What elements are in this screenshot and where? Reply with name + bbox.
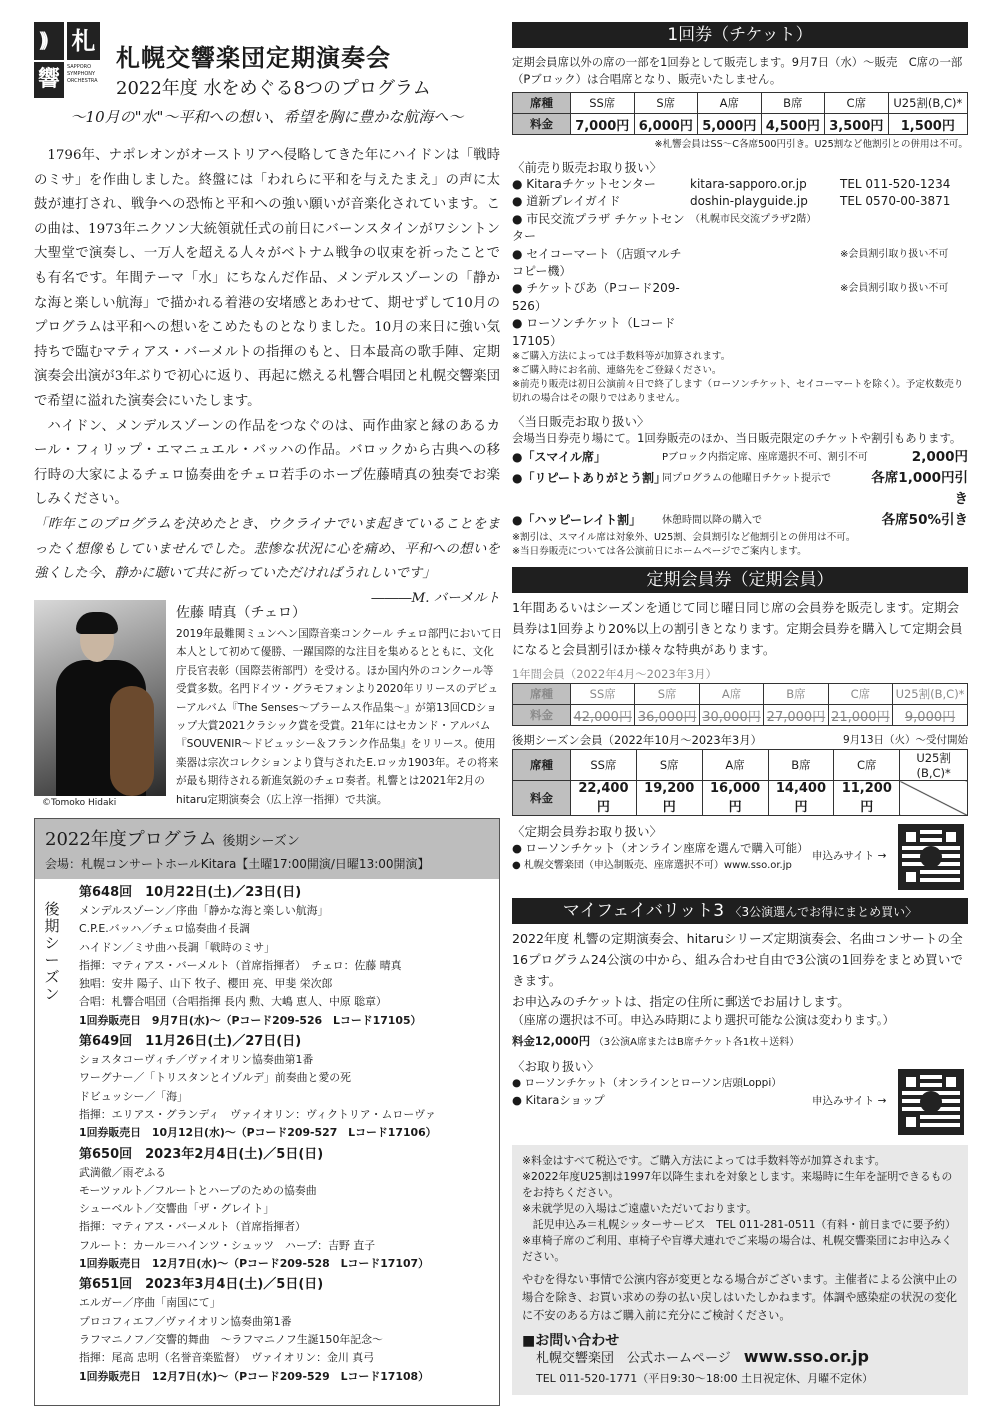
photo-credit: ©Tomoko Hidaki: [42, 798, 117, 808]
seat-type-cell: U25割(B,C)*: [900, 750, 968, 781]
outlet-name: ● ローソンチケット（Lコード17105）: [512, 316, 676, 348]
outlet-tel: ※会員割引取り扱い不可: [840, 248, 949, 260]
outlet-row: [512, 211, 968, 246]
outlet-name: ● セイコーマート（店頭マルチコピー機）: [512, 246, 682, 279]
concert-line: 武満徹／雨ぞふる: [79, 1165, 167, 1179]
outlet-tel: TEL 0570-00-3871: [840, 194, 951, 209]
outlet-tel: TEL 011-520-1234: [840, 177, 951, 191]
seat-type-label: 席種: [513, 93, 571, 114]
sameday-note: ※割引は、スマイル席は対象外、U25割、会員割引など他割引との併用は不可。: [512, 532, 856, 544]
seat-type-cell: B席: [761, 93, 825, 114]
contact-title: ■お問い合わせ: [522, 1333, 620, 1350]
favorite-bar: [512, 898, 968, 924]
member-qr-code[interactable]: [898, 824, 964, 890]
price-cell: 42,000円: [571, 705, 635, 726]
late-member-title: 後期シーズン会員（2022年10月〜2023年3月）: [512, 733, 763, 748]
outlet-url[interactable]: kitara-sapporo.or.jp: [690, 177, 807, 191]
concert-list: [79, 883, 489, 1388]
seat-type-cell: SS席: [571, 684, 635, 705]
sameday-name: ●「ハッピーレイト割」: [512, 513, 642, 528]
advance-outlets: [512, 176, 968, 350]
favorite-handle-kitara[interactable]: ● Kitaraショップ: [512, 1093, 605, 1108]
sameday-row: [512, 510, 968, 531]
seat-type-cell: S席: [634, 93, 698, 114]
concert-number: 第650回 2023年2月4日(土)／5日(日): [79, 1146, 324, 1162]
favorite-handle-lawson[interactable]: ● ローソンチケット（オンラインとローソン店頭Loppi）: [512, 1077, 782, 1090]
price-cell: 27,000円: [764, 705, 828, 726]
intro-paragraph-1: 1796年、ナポレオンがオーストリアへ侵略してきた年にハイドンは「戦時のミサ」を作曲しました。終盤には「われらに平和を与えたまえ」の声に太鼓が連打され、戦争への恐怖と平和への強い願いが音楽化されています。この曲は、1973年ニクソン大統領就任式の前日にバーンスタインがワシントン大聖堂で演奏し、一万人を超える人々がベトナム戦争の収束を祈ったことでも有名です。年間テーマ「水」にちなんだ作品、メンデルスゾーンの「静かな海と楽しい航海」で描かれる着港の安堵感とあわせて、期せずして10月のプログラムは平和への想いをこめたものとなりました。10月の来日に強い気持ちで臨むマティアス・バーメルトの指揮のもと、日本最高の歌手陣、定期演奏会出演が3年ぶりで初心に返り、再起に燃える札響合唱団と札幌交響楽団で希望に溢れた演奏会にいたします。: [34, 148, 500, 409]
sameday-value: 各席1,000円引き: [871, 470, 968, 508]
seat-type-cell: U25割(B,C)*: [888, 93, 967, 114]
right-column: [512, 22, 968, 1395]
favorite-title: マイフェイバリット3: [562, 901, 725, 922]
favorite-qr-code[interactable]: [898, 1069, 964, 1135]
info-note: ※車椅子席のご利用、車椅子や盲導犬連れでご来場の場合は、札幌交響楽団にお申込みください。: [522, 1234, 953, 1264]
concert-line: ドビュッシー／「海」: [79, 1089, 188, 1103]
logo-small-text: SAPPORO SYMPHONY ORCHESTRA: [67, 64, 98, 84]
outlet-tel: ※会員割引取り扱い不可: [840, 283, 949, 295]
concert-line: エルガー／序曲「南国にて」: [79, 1296, 221, 1310]
outlet-name: ● 道新プレイガイド: [512, 194, 621, 209]
sameday-note: ※当日券販売については各公演前日にホームページでご案内します。: [512, 546, 807, 558]
single-ticket-desc: 定期会員席以外の席の一部を1回券として販売します。9月7日（水）〜販売 C席の一部（Pブロック）は合唱席となり、販売いたしません。: [512, 55, 963, 86]
year-member-table: 席種 SS席 S席 A席 B席 C席 U25割(B,C)* 料金 42,000円 36,000円 30,000円 27,000円 21,000円 9,000円: [512, 683, 968, 726]
price-cell: 22,400円: [571, 781, 637, 816]
price-cell: 16,000円: [702, 781, 768, 816]
concert-line: ラフマニノフ／交響的舞曲 〜ラフマニノフ生誕150年記念〜: [79, 1332, 383, 1346]
soloist-bio: 2019年最難関ミュンヘン国際音楽コンクール チェロ部門において日本人として初めて優勝、一躍国際的な注目を集めるとともに、文化庁長官表彰（国際芸術部門）を受ける。ほか国内外のコンクール等受賞多数。名門ドイツ・グラモフォンより2020年リリースのデビューアルバム『The Senses〜ブラームス作品集〜』が第13回CDショップ大賞2021クラシック賞を受賞。21年にはセカンド・アルバム『SOUVENIR〜ドビュッシー＆フランク作品集』をリリース。使用楽器は宗次コレクションより貸与されたE.ロッカ1903年。その将来が最も期待される新進気鋭のチェロ奏者。札響とは2021年2月のhitaru定期演奏会（広上淳一指揮）で共演。: [176, 628, 502, 806]
info-note: ※料金はすべて税込です。ご購入方法によっては手数料等が加算されます。: [522, 1154, 886, 1168]
concert-item: [79, 1145, 489, 1274]
program-venue: 会場：札幌コンサートホールKitara【土曜17:00開演/日曜13:00開演】: [45, 857, 430, 871]
concert-sale: 1回券販売日 10月12日(水)〜（Pコード209-527 Lコード17106）: [79, 1126, 437, 1140]
info-notes: [522, 1153, 958, 1265]
price-cell: 3,500円: [825, 114, 889, 135]
favorite-apply-link[interactable]: 申込みサイト →: [812, 1095, 887, 1108]
seat-type-cell: SS席: [571, 93, 635, 114]
advance-note: ※前売り販売は初日公演前々日で終了します（ローソンチケット、セイコーマートを除く）。予定枚数売り切れの場合はその限りではありません。: [512, 379, 964, 405]
price-cell: 30,000円: [699, 705, 763, 726]
program-box: [34, 818, 500, 1406]
price-cell: 19,200円: [636, 781, 702, 816]
sameday-name: ●「スマイル席」: [512, 450, 606, 465]
concert-number: 第648回 10月22日(土)／23日(日): [79, 885, 302, 900]
seat-type-cell: A席: [698, 93, 762, 114]
concert-line: フルート：カール＝ハインツ・シュッツ ハープ：吉野 直子: [79, 1238, 376, 1252]
cello-icon: [110, 686, 154, 796]
concert-sale: 1回券販売日 12月7日(水)〜（Pコード209-529 Lコード17108）: [79, 1369, 429, 1383]
info-box: [512, 1145, 968, 1395]
seat-type-cell: A席: [702, 750, 768, 781]
concert-item: [79, 883, 489, 1030]
advance-note: ※ご購入方法によっては手数料等が加算されます。: [512, 351, 731, 363]
concert-line: C.P.E.バッハ／チェロ協奏曲イ長調: [79, 922, 250, 936]
concert-line: ショスタコーヴィチ／ヴァイオリン協奏曲第1番: [79, 1053, 314, 1067]
member-desc: 1年間あるいはシーズンを通じて同じ曜日同じ席の会員券を販売します。定期会員券は1回券より20%以上の割引きとなります。定期会員券を購入して定期会員になると会員割引ほか様々な特典があります。: [512, 600, 963, 658]
seat-type-cell: B席: [764, 684, 828, 705]
logo-kanji-top: 札: [67, 22, 100, 60]
member-handle-lawson[interactable]: ● ローソンチケット（オンライン座席を選んで購入可能）: [512, 841, 809, 856]
contact-tel: TEL 011-520-1771（平日9:30〜18:00 土日祝定休、月曜不定休）: [536, 1372, 874, 1386]
concert-item: [79, 1032, 489, 1142]
single-price-note: ※札響会員はSS〜C各席500円引き。U25割など他割引との併用は不可。: [654, 139, 968, 150]
late-member-start: 9月13日（火）〜受付開始: [842, 734, 968, 747]
intro-paragraph-2: ハイドン、メンデルスゾーンの作品をつなぐのは、両作曲家と縁のあるカール・フィリップ・エマニュエル・バッハの作品。バロックから古典への移行時の大家によるチェロ協奏曲をチェロ若手のホープ佐藤晴真の独奏でお楽しみください。: [34, 418, 500, 508]
info-note: 託児申込み＝札幌シッターサービス TEL 011-281-0511（有料・前日までに要予約）: [522, 1218, 956, 1232]
member-bar: 定期会員券（定期会員）: [512, 567, 968, 593]
sameday-notes: [512, 531, 968, 559]
concert-sale: 1回券販売日 12月7日(水)〜（Pコード209-528 Lコード17107）: [79, 1257, 429, 1271]
price-cell: 6,000円: [634, 114, 698, 135]
outlet-url[interactable]: [690, 315, 840, 350]
program-header: [35, 819, 499, 879]
favorite-handle-title: 〈お取り扱い〉: [512, 1059, 600, 1075]
soloist-name: 佐藤 晴真（チェロ）: [176, 605, 307, 621]
year-line: 2022年度 水をめぐる8つのプログラム: [116, 78, 431, 99]
single-ticket-bar: 1回券（チケット）: [512, 22, 968, 48]
price-cell: 4,500円: [761, 114, 825, 135]
program-title: 2022年度プログラム: [45, 829, 217, 850]
price-cell: [900, 781, 968, 816]
concert-line: 独唱：安井 陽子、山下 牧子、櫻田 亮、甲斐 栄次郎: [79, 977, 333, 991]
advance-notes: [512, 350, 968, 406]
outlet-name: ● Kitaraチケットセンター: [512, 177, 656, 191]
seat-type-cell: C席: [828, 684, 892, 705]
concert-line: 合唱：札響合唱団（合唱指揮 長内 勲、大嶋 恵人、中原 聡章）: [79, 995, 387, 1009]
favorite-desc-3: （座席の選択は不可。申込み時期により選択可能な公演は変わります。）: [512, 1013, 895, 1028]
soloist-photo: [34, 600, 166, 796]
sameday-cond: 休憩時間以降の購入で: [662, 515, 762, 527]
price-label: 料金: [513, 114, 571, 135]
outlet-name: ● 市民交流プラザ チケットセンター: [512, 211, 685, 244]
concert-line: プロコフィエフ／ヴァイオリン協奏曲第1番: [79, 1314, 292, 1328]
conductor-quote: 「昨年このプログラムを決めたとき、ウクライナでいま起きていることをまったく想像もしていませんでした。悲惨な状況に心を痛め、平和への想いを強くした今、静かに聴いて共に祈っていただければうれしいです」: [34, 516, 500, 582]
info-note: ※2022年度U25割は1997年以降生まれを対象とします。来場時に生年を証明できるものをお持ちください。: [522, 1170, 953, 1200]
contact-org: 札幌交響楽団 公式ホームページ: [536, 1351, 731, 1367]
outlet-tel: [890, 211, 968, 246]
member-apply-link[interactable]: 申込みサイト →: [812, 850, 887, 863]
sameday-value: 2,000円: [911, 449, 968, 466]
outlet-row: [512, 315, 968, 350]
outlet-row: [512, 280, 968, 315]
intro-text: [34, 144, 500, 611]
concert-number: 第649回 11月26日(土)／27日(日): [79, 1034, 302, 1050]
late-member-table: 席種 SS席 S席 A席 B席 C席 U25割(B,C)* 料金 22,400円 19,200円 16,000円 14,400円 11,200円: [512, 749, 968, 816]
seat-type-cell: C席: [825, 93, 889, 114]
outlet-url[interactable]: doshin-playguide.jp: [690, 194, 808, 209]
concert-line: ハイドン／ミサ曲ハ長調「戦時のミサ」: [79, 940, 276, 954]
concert-number: 第651回 2023年3月4日(土)／5日(日): [79, 1277, 324, 1293]
outlet-row: [512, 176, 968, 193]
favorite-price: 料金12,000円: [512, 1034, 591, 1049]
price-cell: 14,400円: [768, 781, 834, 816]
seat-type-cell: U25割(B,C)*: [893, 684, 968, 705]
seat-type-cell: B席: [768, 750, 834, 781]
favorite-desc-2: お申込みのチケットは、指定の住所に郵送でお届けします。: [512, 994, 850, 1010]
logo-wave-block: [34, 22, 64, 60]
sso-logo: [34, 22, 100, 98]
concert-line: モーツァルト／フルートとハープのための協奏曲: [79, 1183, 317, 1197]
year-member-title: 1年間会員（2022年4月〜2023年3月）: [512, 667, 718, 682]
page-title: 札幌交響楽団定期演奏会: [116, 43, 391, 72]
sameday-desc: 会場当日券売り場にて。1回券販売のほか、当日販売限定のチケットや割引もあります。: [512, 431, 962, 446]
seat-type-cell: C席: [834, 750, 900, 781]
favorite-price-note: （3公演A席またはB席チケット各1枚＋送料）: [593, 1037, 800, 1049]
outlet-name: ● チケットぴあ（Pコード209-526）: [512, 281, 680, 313]
sameday-cond: 同プログラムの他曜日チケット提示で: [662, 473, 831, 485]
heart-icon: [920, 1091, 942, 1113]
advance-title: 〈前売り販売お取り扱い〉: [512, 160, 663, 175]
seat-type-cell: A席: [699, 684, 763, 705]
favorite-subtitle: 〈3公演選んでお得にまとめ買い〉: [729, 905, 918, 920]
concert-line: ワーグナー／「トリスタンとイゾルデ」前奏曲と愛の死: [79, 1071, 352, 1085]
concert-line: メンデルスゾーン／序曲「静かな海と楽しい航海」: [79, 904, 329, 917]
outlet-row: [512, 193, 968, 210]
wave-icon: ))): [38, 28, 44, 52]
price-cell: 36,000円: [635, 705, 699, 726]
concert-sale: 1回券販売日 9月7日(水)〜（Pコード209-526 Lコード17105）: [79, 1013, 422, 1027]
sameday-row: [512, 447, 968, 468]
quote-signature: ―――M. バーメルト: [371, 590, 500, 606]
price-cell: 9,000円: [893, 705, 968, 726]
concert-item: [79, 1275, 489, 1385]
sameday-items: [512, 447, 968, 531]
change-notice: やむを得ない事情で公演内容が変更となる場合がございます。主催者による公演中止の場合を除き、お買い求めの券の払い戻しはいたしかねます。体調や感染症の状況の変化に不安のある方はご購入前に充分にご検討ください。: [522, 1273, 958, 1323]
logo-kanji-bottom: 響: [34, 62, 64, 98]
advance-note: ※ご購入時にお名前、連絡先をご登録ください。: [512, 365, 722, 377]
price-cell: 7,000円: [571, 114, 635, 135]
price-cell: 21,000円: [828, 705, 892, 726]
member-handle-title: 〈定期会員券お取り扱い〉: [512, 824, 663, 840]
concert-line: シューベルト／交響曲「ザ・グレイト」: [79, 1202, 275, 1216]
seat-type-cell: S席: [635, 684, 699, 705]
sameday-value: 各席50%引き: [881, 512, 968, 529]
price-cell: 11,200円: [834, 781, 900, 816]
contact-url[interactable]: www.sso.or.jp: [743, 1347, 869, 1367]
price-cell: 1,500円: [888, 114, 967, 135]
single-price-table: [512, 92, 968, 135]
info-note: ※未就学児の入場はご遠慮いただいております。: [522, 1202, 757, 1216]
sameday-row: [512, 468, 968, 510]
program-season: 後期シーズン: [222, 834, 300, 849]
outlet-url[interactable]: [690, 280, 840, 315]
sameday-cond: Pブロック内指定席、座席選択不可、割引不可: [662, 452, 868, 464]
outlet-row: [512, 246, 968, 281]
outlet-tel: [840, 315, 968, 350]
favorite-desc: 2022年度 札響の定期演奏会、hitaruシリーズ定期演奏会、名曲コンサートの全16プログラム24公演の中から、組み合わせ自由で3公演の1回券をまとめ買いできます。: [512, 931, 963, 989]
outlet-url[interactable]: [690, 246, 840, 281]
concert-line: 指揮：マティアス・バーメルト（首席指揮者）: [79, 1220, 306, 1234]
sameday-name: ●「リピートありがとう割」: [512, 471, 666, 486]
sameday-title: 〈当日販売お取り扱い〉: [512, 414, 650, 430]
concert-line: 指揮：尾高 忠明（名誉音楽監督） ヴァイオリン：金川 真弓: [79, 1351, 375, 1365]
page-subtitle: 〜10月の"水"〜平和への想い、希望を胸に豊かな航海へ〜: [70, 108, 464, 126]
concert-line: 指揮：エリアス・グランディ ヴァイオリン：ヴィクトリア・ムローヴァ: [79, 1107, 436, 1121]
concert-line: 指揮：マティアス・バーメルト（首席指揮者） チェロ：佐藤 晴真: [79, 958, 402, 972]
alert-icon: [920, 846, 942, 868]
seat-type-cell: S席: [636, 750, 702, 781]
outlet-url[interactable]: （札幌市民交流プラザ2階）: [690, 213, 817, 225]
seat-type-cell: SS席: [571, 750, 637, 781]
member-handle-sso[interactable]: ● 札幌交響楽団（申込制販売、座席選択不可）www.sso.or.jp: [512, 860, 792, 872]
price-cell: 5,000円: [698, 114, 762, 135]
season-label: 後期シーズン: [44, 900, 60, 1003]
